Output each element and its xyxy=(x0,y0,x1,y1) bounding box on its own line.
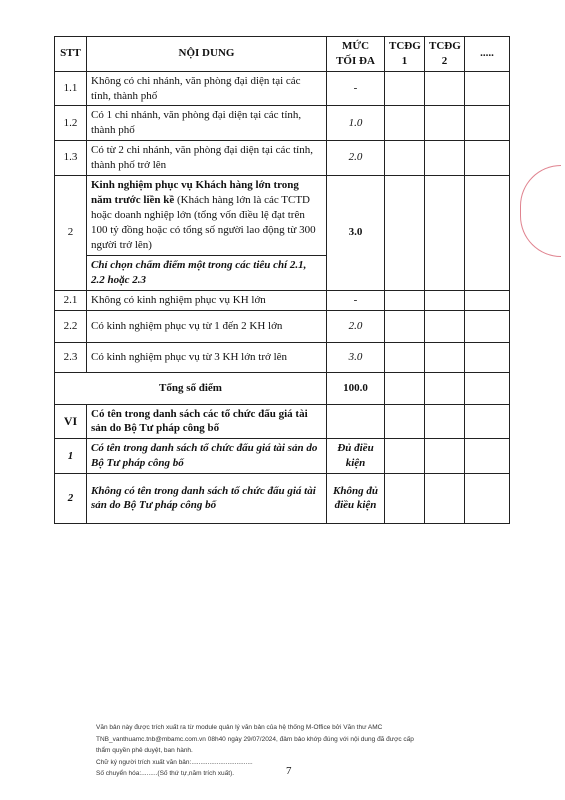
row-tcdg2 xyxy=(425,141,465,176)
row-stt: 1 xyxy=(55,439,87,474)
row-extra xyxy=(465,175,510,290)
row-score: 3.0 xyxy=(327,342,385,372)
row-score: - xyxy=(327,290,385,310)
row-tcdg2 xyxy=(425,372,465,404)
row-stt: 1.2 xyxy=(55,106,87,141)
header-noi-dung: NỘI DUNG xyxy=(87,37,327,72)
row-score: - xyxy=(327,71,385,106)
row-stt: 2.2 xyxy=(55,310,87,342)
row-score: Không đủ điều kiện xyxy=(327,473,385,523)
table-row xyxy=(55,290,510,310)
row-tcdg1 xyxy=(385,473,425,523)
total-score: 100.0 xyxy=(327,372,385,404)
row-content: Không có chi nhánh, văn phòng đại diện tại các tỉnh, thành phố xyxy=(87,71,327,106)
row-extra xyxy=(465,290,510,310)
row-tcdg1 xyxy=(385,439,425,474)
footer-line: Văn bản này được trích xuất ra từ module quản lý văn bản của hệ thống M-Office bởi Văn thư AMC xyxy=(96,724,383,731)
row-extra xyxy=(465,310,510,342)
row-content: Có tên trong danh sách tổ chức đấu giá tài sản do Bộ Tư pháp công bố xyxy=(87,439,327,474)
row-extra xyxy=(465,473,510,523)
criterion-title: Kinh nghiệm phục vụ Khách hàng lớn trong năm trước liền kề xyxy=(91,179,299,206)
row-content: Có từ 2 chi nhánh, văn phòng đại diện tại các tỉnh, thành phố trở lên xyxy=(87,141,327,176)
row-content: Có kinh nghiệm phục vụ từ 1 đến 2 KH lớn xyxy=(87,310,327,342)
row-stt: 1.1 xyxy=(55,71,87,106)
row-score: 3.0 xyxy=(327,175,385,290)
row-tcdg2 xyxy=(425,439,465,474)
row-tcdg2 xyxy=(425,106,465,141)
section-stt: VI xyxy=(55,404,87,439)
total-label: Tổng số điểm xyxy=(55,372,327,404)
row-tcdg1 xyxy=(385,141,425,176)
row-content: Không có tên trong danh sách tổ chức đấu giá tài sản do Bộ Tư pháp công bố xyxy=(87,473,327,523)
row-extra xyxy=(465,141,510,176)
row-tcdg2 xyxy=(425,290,465,310)
row-tcdg2 xyxy=(425,342,465,372)
row-tcdg1 xyxy=(385,290,425,310)
header-stt: STT xyxy=(55,37,87,72)
table-row xyxy=(55,473,510,523)
row-note: Chỉ chọn chấm điểm một trong các tiêu chí 2.1, 2.2 hoặc 2.3 xyxy=(87,255,327,290)
row-tcdg2 xyxy=(425,404,465,439)
page-number: 7 xyxy=(286,765,292,777)
header-muc-toi-da: MỨC TỐI ĐA xyxy=(327,37,385,72)
row-tcdg1 xyxy=(385,372,425,404)
footer-line: thẩm quyền phê duyệt, ban hành. xyxy=(96,747,193,754)
row-tcdg2 xyxy=(425,310,465,342)
footer-line: TNB_vanthuamc.tnb@mbamc.com.vn 08h40 ngày 29/07/2024, đảm bảo khớp đúng với nội dung đã được cấp xyxy=(96,735,414,743)
row-content: Có kinh nghiệm phục vụ từ 3 KH lớn trở lên xyxy=(87,342,327,372)
row-score: 2.0 xyxy=(327,141,385,176)
scoring-table xyxy=(54,36,510,524)
row-stt: 2.1 xyxy=(55,290,87,310)
row-score: Đủ điều kiện xyxy=(327,439,385,474)
row-tcdg1 xyxy=(385,404,425,439)
row-score: 1.0 xyxy=(327,106,385,141)
row-score xyxy=(327,404,385,439)
row-stt: 1.3 xyxy=(55,141,87,176)
row-tcdg1 xyxy=(385,342,425,372)
row-extra xyxy=(465,71,510,106)
row-stt: 2 xyxy=(55,175,87,290)
footer-line: Số chuyển hóa:.........(Số thứ tự,năm trích xuất). xyxy=(96,770,235,777)
header-more: ..... xyxy=(465,37,510,72)
row-tcdg1 xyxy=(385,310,425,342)
row-stt: 2 xyxy=(55,473,87,523)
table-row xyxy=(55,342,510,372)
row-content: Không có kinh nghiệm phục vụ KH lớn xyxy=(87,290,327,310)
table-row xyxy=(55,175,510,255)
extraction-footer xyxy=(96,722,516,780)
row-stt: 2.3 xyxy=(55,342,87,372)
row-content: Có 1 chi nhánh, văn phòng đại diện tại các tỉnh, thành phố xyxy=(87,106,327,141)
row-extra xyxy=(465,372,510,404)
table-row xyxy=(55,310,510,342)
row-tcdg1 xyxy=(385,71,425,106)
section-title: Có tên trong danh sách các tổ chức đấu giá tài sản do Bộ Tư pháp công bố xyxy=(87,404,327,439)
table-header-row xyxy=(55,37,510,72)
row-content xyxy=(87,175,327,255)
row-tcdg1 xyxy=(385,175,425,290)
row-tcdg2 xyxy=(425,473,465,523)
footer-line: Chữ ký người trích xuất văn bản:.................................. xyxy=(96,758,253,766)
row-extra xyxy=(465,342,510,372)
row-tcdg1 xyxy=(385,106,425,141)
row-extra xyxy=(465,106,510,141)
section-row xyxy=(55,404,510,439)
red-seal-stamp xyxy=(520,165,561,257)
table-row xyxy=(55,71,510,106)
row-extra xyxy=(465,439,510,474)
table-row xyxy=(55,141,510,176)
row-tcdg2 xyxy=(425,175,465,290)
row-score: 2.0 xyxy=(327,310,385,342)
table-row xyxy=(55,439,510,474)
header-tcdg-1: TCĐG 1 xyxy=(385,37,425,72)
total-row xyxy=(55,372,510,404)
table-row xyxy=(55,106,510,141)
row-extra xyxy=(465,404,510,439)
criterion-description: (Khách hàng lớn là các TCTD hoặc doanh nghiệp lớn (tổng vốn điều lệ đạt trên 100 tỷ đồng hoặc có tổng số người lao động từ 300 người trở lên) xyxy=(91,193,316,251)
header-tcdg-2: TCĐG 2 xyxy=(425,37,465,72)
row-tcdg2 xyxy=(425,71,465,106)
